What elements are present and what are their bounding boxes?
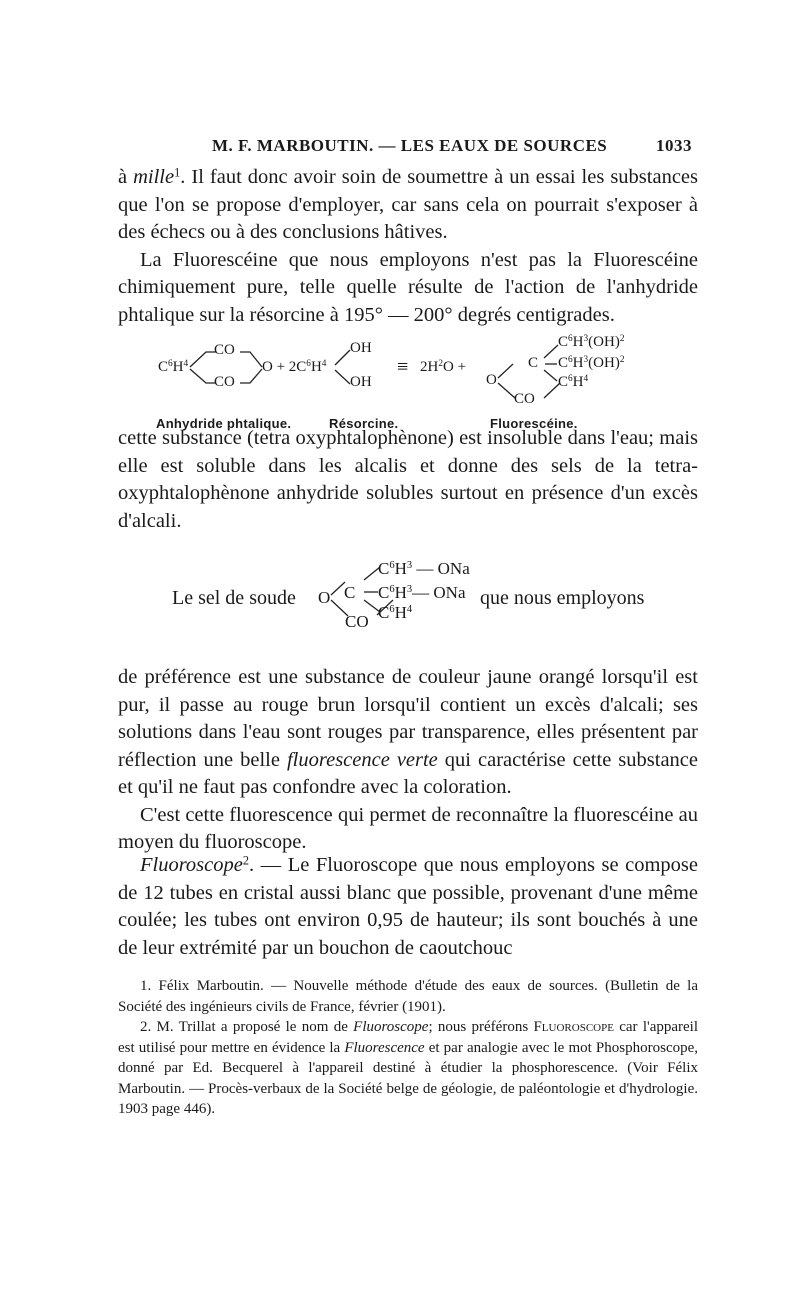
- formula-fl-row-3: $C^6H^4$: [558, 373, 589, 390]
- formula-fl-row-2: $C^6H^3(OH)^2$: [558, 354, 625, 371]
- formula-co-bottom: CO: [214, 374, 235, 390]
- paragraph-5: C'est cette fluorescence qui permet de reconnaître la fluorescéine au moyen du fluoroscope.: [118, 803, 698, 853]
- equivalence-sign: ≡: [397, 356, 409, 378]
- bond-line: [498, 364, 513, 378]
- italic-fluoroscope: Fluoroscope: [140, 854, 243, 876]
- bond-line: [544, 345, 558, 358]
- running-title: M. F. MARBOUTIN. — LES EAUX DE SOURCES: [212, 136, 608, 155]
- para1-text: . Il faut donc avoir soin de soumettre à un essai les substances que l'on se propose d'employer, car sans cela on pourrait s'exposer à des échecs ou à des conclusions hâtives.: [118, 166, 698, 243]
- salt-text-after: que nous employons: [480, 587, 645, 609]
- bond-line: [240, 369, 262, 383]
- salt-carbon: C: [344, 583, 356, 602]
- formula-fl-carbon: C: [528, 355, 539, 371]
- salt-oxygen: O: [318, 588, 331, 607]
- bond-line: [331, 582, 345, 595]
- bond-line: [190, 369, 216, 383]
- text-block-3: [118, 664, 698, 857]
- formula-fl-co: CO: [514, 391, 535, 407]
- text-block-4: [118, 852, 698, 962]
- formula-water: $2H^2O$ +: [420, 358, 467, 375]
- formula-fl-row-1: $C^6H^3(OH)^2$: [558, 333, 625, 350]
- formula-oh-bottom: OH: [350, 374, 372, 390]
- formula-oh-top: OH: [350, 340, 372, 356]
- salt-co: CO: [345, 612, 369, 631]
- formula-phthalic-ring: $C^6H^4$: [158, 358, 189, 375]
- footnote-2: 2. M. Trillat a proposé le nom de Fluoroscope; nous préférons Fluoroscope car l'appareil est utilisé pour mettre en évidence la Fluorescence et par analogie avec le mot Phosphoroscope, donné par Ed. Becquerel à l'appareil destiné à étudier la phosphorescence. (Voir Félix Marboutin. — Procès-verbaux de la Société belge de géologie, de paléontologie et d'hydrologie. 1903 page 446).: [118, 1019, 699, 1117]
- footnote-1: 1. Félix Marboutin. — Nouvelle méthode d'étude des eaux de sources. (Bulletin de la Société des ingénieurs civils de France, février (1901).: [118, 978, 698, 1015]
- para1-italic: mille: [133, 166, 175, 188]
- formula-fl-oxygen: O: [486, 372, 497, 388]
- salt-row-3: $C^6H^4$: [378, 603, 413, 622]
- bond-line: [498, 383, 515, 398]
- formula-resorcinol-prefix: $O + 2C^6H^4$: [262, 358, 327, 375]
- italic-fluorescence-verte: fluorescence verte: [286, 748, 438, 771]
- bond-line: [335, 350, 350, 365]
- bond-line: [190, 352, 216, 367]
- paragraph-3: cette substance (tetra oxyphtalophènone) est insoluble dans l'eau; mais elle est soluble dans les alcalis et donne des sels de la tetra-oxyphtalophènone anhydride solubles surtout en présence d'un excès d'alcali.: [118, 427, 698, 532]
- paragraph-4: de préférence est une substance de couleur jaune orangé lorsqu'il est pur, il passe au rouge brun lorsqu'il contient un excès d'alcali; ses solutions dans l'eau sont rouges par transparence, elles présentent par réflection une belle fluorescence verte qui caractérise cette substance et qu'il ne faut pas confondre avec la coloration.: [118, 666, 698, 798]
- paragraph-6: Fluoroscope$^2$. — Le Fluoroscope que nous employons se compose de 12 tubes en cristal aussi blanc que possible, provenant d'une même coulée; les tubes ont environ 0,95 de hauteur; ils sont bouchés à une de leur extrémité par un bouchon de caoutchouc: [118, 853, 698, 959]
- salt-row-1: $C^6H^3$ — ONa: [378, 559, 470, 578]
- bond-line: [544, 370, 557, 381]
- formula-co-top: CO: [214, 342, 235, 358]
- salt-text-before: Le sel de soude: [172, 587, 296, 609]
- caption-fluorescein: Fluorescéine.: [490, 416, 578, 431]
- bond-line: [335, 370, 350, 384]
- caption-phthalic: Anhydride phtalique.: [156, 416, 292, 431]
- paragraph-2: La Fluorescéine que nous employons n'est pas la Fluorescéine chimiquement pure, telle quelle résulte de l'action de l'anhydride phtalique sur la résorcine à 195° — 200° degrés centigrades.: [118, 248, 698, 326]
- page-number: 1033: [656, 136, 692, 155]
- footnotes: [118, 976, 698, 1120]
- bond-line: [240, 352, 262, 367]
- footnote-ref-2: 2: [242, 853, 250, 868]
- text-block-2: [118, 425, 698, 535]
- salt-row-2: $C^6H^3—$ ONa: [378, 583, 466, 602]
- footnote-ref-1: 1: [174, 165, 181, 180]
- caption-resorcinol: Résorcine.: [329, 416, 399, 431]
- para1-lead: à: [118, 166, 134, 188]
